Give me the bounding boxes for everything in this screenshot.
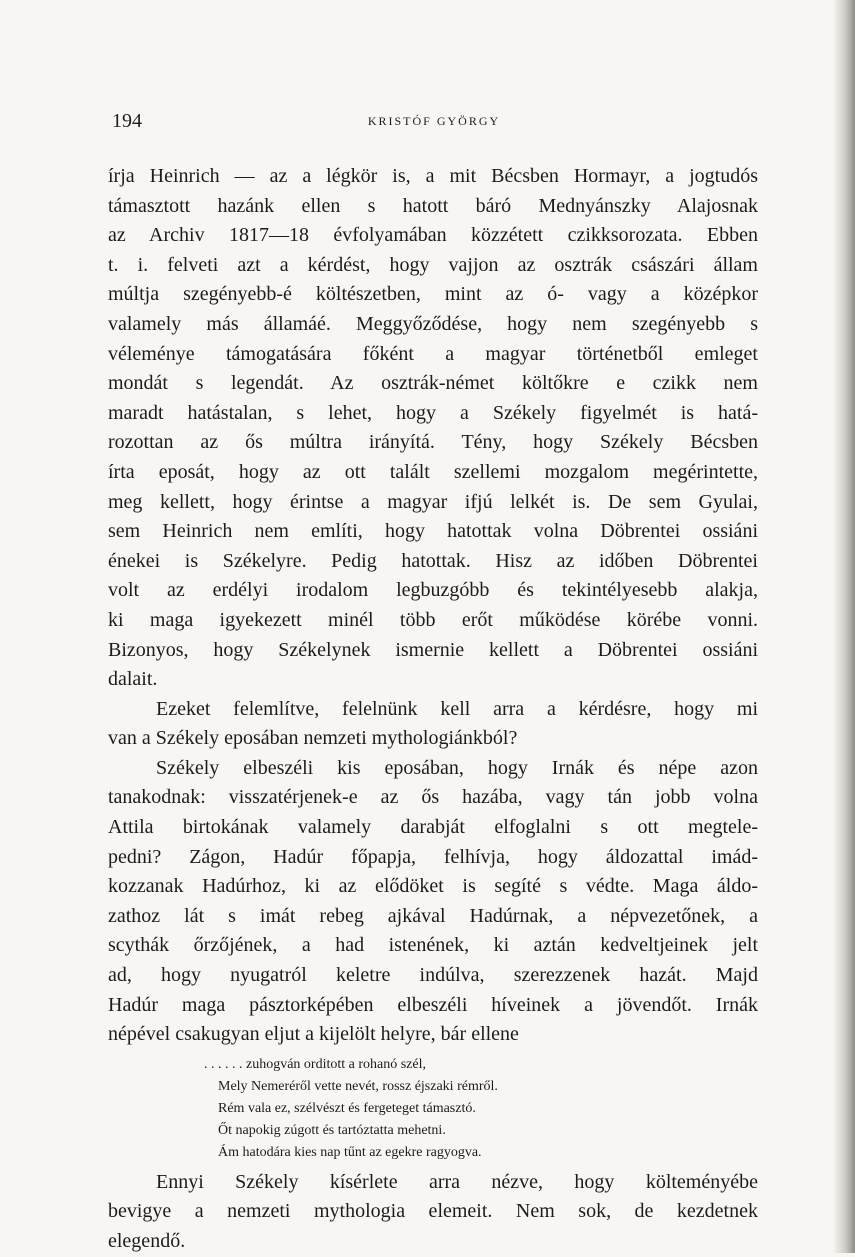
text-line: van a Székely eposában nemzeti mythologiánkból? (108, 727, 518, 750)
closing-paragraph (108, 1168, 758, 1257)
text-line: múltja szegényebb-é költészetben, mint az ó- vagy a középkor (108, 283, 758, 306)
text-line: ad, hogy nyugatról keletre indúlva, szerezzenek hazát. Majd (108, 964, 758, 987)
text-line: meg kellett, hogy érintse a magyar ifjú lelkét is. De sem Gyulai, (108, 490, 758, 513)
text-line: bevigye a nemzeti mythologia elemeit. Nem sok, de kezdetnek (108, 1200, 758, 1223)
text-line: scythák őrzőjének, a had istenének, ki aztán kedveltjeinek jelt (108, 934, 758, 957)
text-line: ki maga igyekezett minél több erőt működése körébe vonni. (108, 608, 758, 631)
text-line: Bizonyos, hogy Székelynek ismernie kellett a Döbrentei ossiáni (108, 638, 758, 661)
text-line: volt az erdélyi irodalom legbuzgóbb és tekintélyesebb alakja, (108, 579, 758, 602)
paragraph (108, 695, 758, 754)
text-line: maradt hatástalan, s lehet, hogy a Székely figyelmét is hatá- (108, 401, 758, 424)
text-line: t. i. felveti azt a kérdést, hogy vajjon az osztrák császári állam (108, 253, 758, 276)
text-line: támasztott hazánk ellen s hatott báró Mednyánszky Alajosnak (108, 194, 758, 217)
text-line: Hadúr maga pásztorképében elbeszéli híveinek a jövendőt. Irnák (108, 993, 758, 1016)
running-head: KRISTÓF GYÖRGY (367, 114, 501, 128)
text-line: az Archiv 1817—18 évfolyamában közzétett czikksorozata. Ebben (108, 224, 758, 247)
paragraph (108, 754, 758, 1050)
text-line: Ennyi Székely kísérlete arra nézve, hogy költeményébe (156, 1170, 758, 1193)
text-line: kozzanak Hadúrhoz, ki az elődöket is segíté s védte. Maga áldo- (108, 875, 758, 898)
text-line: valamely más államáé. Meggyőződése, hogy nem szegényebb s (108, 312, 758, 335)
verse-line: . . . . . . zuhogván orditott a rohanó szél, (204, 1056, 427, 1072)
page-body (108, 162, 758, 1257)
verse-line: Őt napokig zúgott és tartóztatta mehetni. (218, 1122, 446, 1138)
text-line: népével csakugyan eljut a kijelölt helyre, bár ellene (108, 1023, 519, 1046)
text-line: énekei is Székelyre. Pedig hatottak. Hisz az időben Döbrentei (108, 549, 758, 572)
text-line: írja Heinrich — az a légkör is, a mit Bécsben Hormayr, a jogtudós (108, 165, 758, 187)
text-line: véleménye támogatására főként a magyar történetből emleget (108, 342, 758, 365)
text-line: mondát s legendát. Az osztrák-német költőkre e czikk nem (108, 372, 758, 395)
text-line: Attila birtokának valamely darabját elfoglalni s ott megtele- (108, 816, 758, 839)
verse-line: Ám hatodára kies nap tűnt az egekre ragyogva. (218, 1144, 482, 1160)
verse-quotation (204, 1054, 758, 1164)
text-line: Ezeket felemlítve, felelnünk kell arra a kérdésre, hogy mi (156, 697, 758, 720)
text-line: pedni? Zágon, Hadúr főpapja, felhívja, hogy áldozattal imád- (108, 845, 758, 868)
text-line: elegendő. (108, 1230, 186, 1252)
text-line: írta eposát, hogy az ott talált szellemi mozgalom megérintette, (108, 460, 758, 483)
text-line: dalait. (108, 668, 158, 691)
text-line: zathoz lát s imát rebeg ajkával Hadúrnak, a népvezetőnek, a (108, 904, 758, 927)
paragraphs (108, 162, 758, 1050)
verse-line: Mely Nemeréről vette nevét, rossz éjszaki rémről. (218, 1078, 498, 1094)
text-line: rozottan az ős múltra irányítá. Tény, hogy Székely Bécsben (108, 431, 758, 454)
paragraph (108, 162, 758, 695)
page-edge-shadow (833, 0, 855, 1253)
verse-line: Rém vala ez, szélvészt és fergeteget támasztó. (218, 1100, 476, 1116)
text-line: tanakodnak: visszatérjenek-e az ős hazába, vagy tán jobb volna (108, 786, 758, 809)
text-line: sem Heinrich nem említi, hogy hatottak volna Döbrentei ossiáni (108, 520, 758, 543)
page-header (112, 110, 756, 140)
page-number: 194 (112, 110, 142, 132)
text-line: Székely elbeszéli kis eposában, hogy Irnák és népe azon (156, 756, 758, 779)
